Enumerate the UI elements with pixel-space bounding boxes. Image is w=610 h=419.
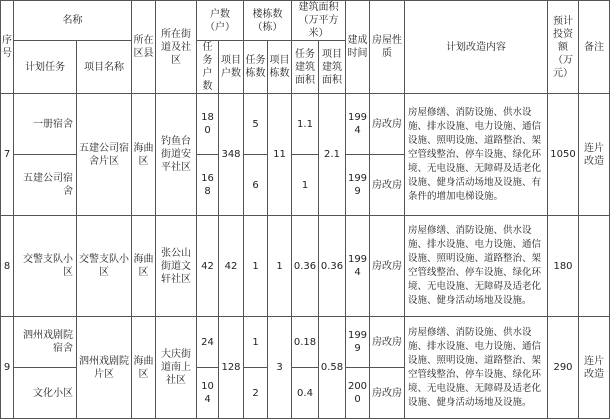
project-name-cell: 泗州戏剧院片区 [77,317,132,419]
project-households-cell: 128 [219,317,244,419]
row-seq: 8 [1,216,14,317]
plan-task-cell: 泗州戏剧院宿舍 [14,317,77,368]
plan-task-cell: 五建公司宿舍 [14,155,77,216]
street-cell: 张公山街道文轩社区 [156,216,197,317]
header-project-name: 项目名称 [77,41,132,94]
plan-task-cell: 一册宿舍 [14,94,77,155]
task-households-cell: 168 [197,155,219,216]
task-area-cell: 1.1 [292,94,319,155]
street-cell: 大庆街道南上社区 [156,317,197,419]
project-name-cell: 交警支队小区 [77,216,132,317]
task-households-cell: 180 [197,94,219,155]
built-year-cell: 1994 [346,94,370,155]
header-households: 户数（户） [197,1,244,41]
investment-cell: 1050 [548,94,579,216]
task-area-cell: 0.4 [292,368,319,419]
task-area-cell: 1 [292,155,319,216]
task-households-cell: 42 [197,216,219,317]
header-district: 所在区县 [132,1,156,94]
header-plan-task: 计划任务 [14,41,77,94]
project-name-cell: 五建公司宿舍片区 [77,94,132,216]
remark-cell: 连片改造 [579,94,610,216]
project-area-cell: 2.1 [319,94,346,216]
project-area-cell: 0.58 [319,317,346,419]
header-buildings: 楼栋数（栋） [244,1,292,41]
header-task-area: 任务建筑面积 [292,41,319,94]
built-year-cell: 1999 [346,155,370,216]
header-project-area: 项目建筑面积 [319,41,346,94]
task-buildings-cell: 1 [244,216,268,317]
investment-cell: 290 [548,317,579,419]
header-seq: 序号 [1,1,14,94]
built-year-cell: 1994 [346,216,370,317]
property-cell: 房改房 [370,216,405,317]
property-cell: 房改房 [370,155,405,216]
remark-cell [579,216,610,317]
content-cell: 房屋修缮、消防设施、供水设施、排水设施、电力设施、通信设施、照明设施、道路整治、架空管线整治、停车设施、绿化环境、无电设施、无障碍及适老化设施、健身活动场地及设施。 [405,317,548,419]
row-seq: 7 [1,94,14,216]
district-cell: 海曲区 [132,94,156,216]
investment-cell: 180 [548,216,579,317]
header-task-households: 任务户数 [197,41,219,94]
table-row [1,317,610,368]
district-cell: 海曲区 [132,216,156,317]
task-buildings-cell: 2 [244,368,268,419]
project-households-cell: 42 [219,216,244,317]
task-area-cell: 0.18 [292,317,319,368]
header-row-1 [1,1,610,41]
header-property: 房屋性质 [370,1,405,94]
header-remark: 备注 [579,1,610,94]
task-area-cell: 0.36 [292,216,319,317]
property-cell: 房改房 [370,368,405,419]
property-cell: 房改房 [370,317,405,368]
content-cell: 房屋修缮、消防设施、供水设施、排水设施、电力设施、通信设施、照明设施、道路整治、架空管线整治、停车设施、绿化环境、无电设施、无障碍及适老化设施、健身活动场地及设施。 [405,216,548,317]
header-project-buildings: 项目栋数 [268,41,292,94]
row-seq: 9 [1,317,14,419]
property-cell: 房改房 [370,94,405,155]
task-households-cell: 104 [197,368,219,419]
content-cell: 房屋修缮、消防设施、供水设施、排水设施、电力设施、通信设施、照明设施、道路整治、架空管线整治、停车设施、绿化环境、无电设施、无障碍及适老化设施、健身活动场地及设施、有条件的增加电梯设施。 [405,94,548,216]
table-row [1,216,610,317]
header-name: 名称 [14,1,132,41]
built-year-cell: 2000 [346,368,370,419]
header-project-households: 项目户数 [219,41,244,94]
project-area-cell: 0.36 [319,216,346,317]
task-households-cell: 24 [197,317,219,368]
district-cell: 海曲区 [132,317,156,419]
header-task-buildings: 任务栋数 [244,41,268,94]
task-buildings-cell: 6 [244,155,268,216]
plan-task-cell: 文化小区 [14,368,77,419]
table-row [1,94,610,155]
project-buildings-cell: 11 [268,94,292,216]
header-built-year: 建成时间 [346,1,370,94]
header-investment: 预计投资额（万元） [548,1,579,94]
plan-task-cell: 交警支队小区 [14,216,77,317]
built-year-cell: 1999 [346,317,370,368]
task-buildings-cell: 1 [244,317,268,368]
task-buildings-cell: 5 [244,94,268,155]
header-street: 所在街道及社区 [156,1,197,94]
project-households-cell: 348 [219,94,244,216]
project-buildings-cell: 3 [268,317,292,419]
project-buildings-cell: 1 [268,216,292,317]
header-content: 计划改造内容 [405,1,548,94]
header-area: 建筑面积（万平方米） [292,1,346,41]
remark-cell: 连片改造 [579,317,610,419]
street-cell: 钓鱼台街道安平社区 [156,94,197,216]
